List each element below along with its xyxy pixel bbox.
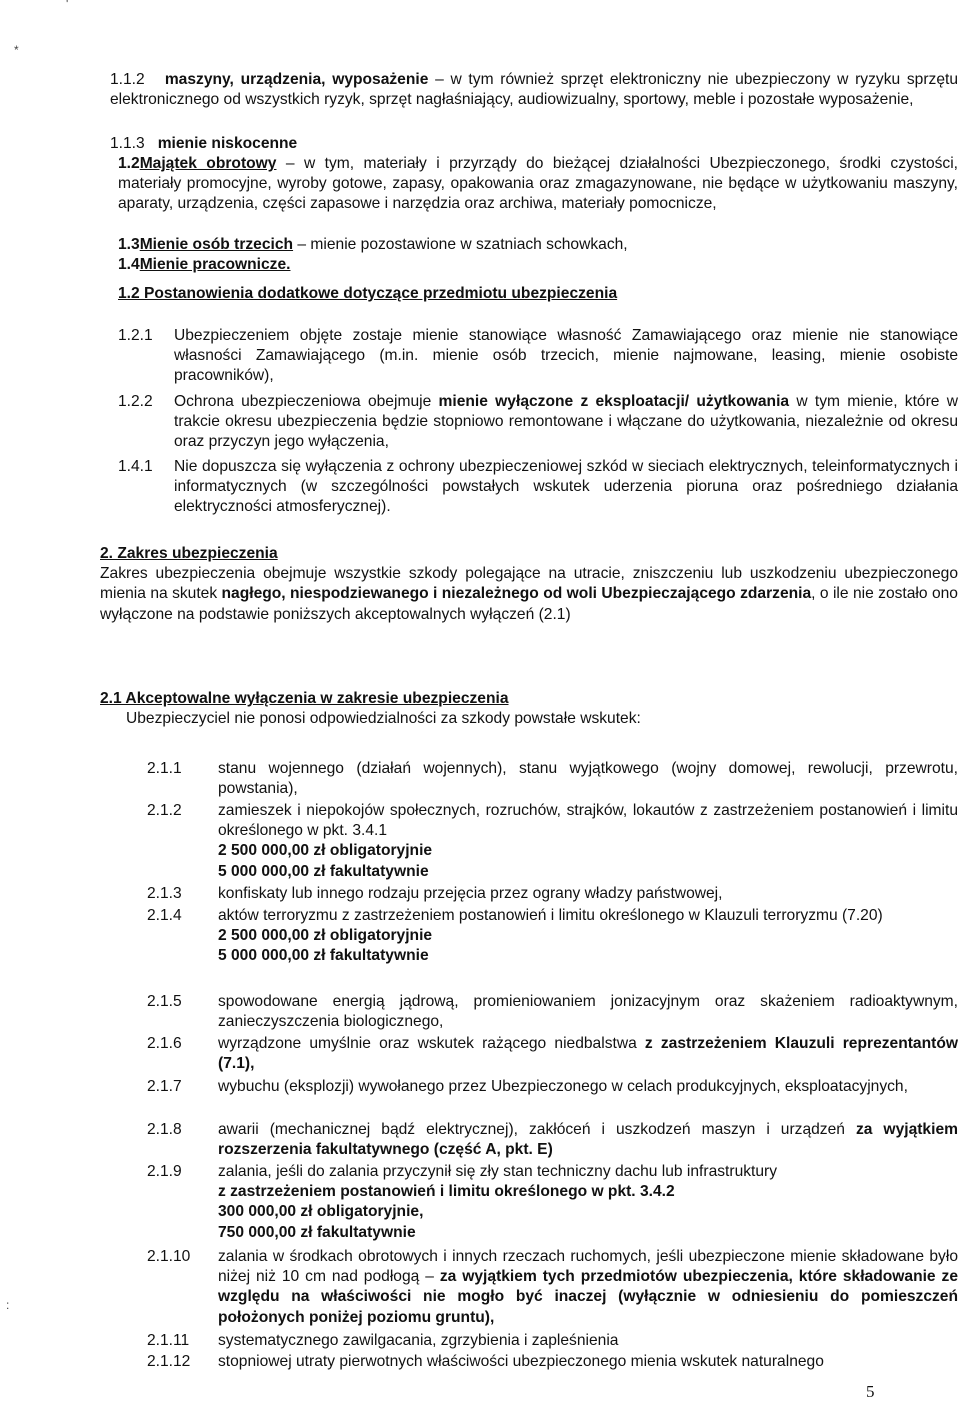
item-text: aktów terroryzmu z zastrzeżeniem postanowień i limitu określonego w Klauzuli terroryzmu (7.20) [218, 907, 883, 924]
section-1-4 [118, 255, 958, 275]
item-number: 1.2.1 [118, 327, 153, 344]
page-number: 5 [866, 1382, 875, 1401]
item-limit-optional: 5 000 000,00 zł fakultatywnie [218, 947, 429, 965]
item-number: 2.1.12 [147, 1353, 191, 1370]
item-text-cont: w tym mienie, które w trakcie okresu ubezpieczenia będzie stopniowo remontowane i włączane do użytkowania, niezależnie od okresu oraz przyczyn jego wyłączenia, [174, 393, 958, 451]
section-heading: 2. Zakres ubezpieczenia [100, 545, 278, 562]
item-text: Ochrona ubezpieczeniowa obejmuje [174, 393, 439, 410]
section-heading: 2.1 Akceptowalne wyłączenia w zakresie ubezpieczenia [100, 690, 509, 707]
section-1-1-2 [110, 70, 958, 110]
section-number: 1.1.3 [110, 135, 145, 152]
item-limit-optional: 5 000 000,00 zł fakultatywnie [218, 862, 429, 880]
item-number: 2.1.10 [147, 1248, 191, 1265]
item-limit-obligatory: 2 500 000,00 zł obligatoryjnie [218, 927, 433, 945]
section-intro: Ubezpieczyciel nie ponosi odpowiedzialności za szkody powstałe wskutek: [126, 710, 641, 728]
item-bold: mienie wyłączone z eksploatacji/ użytkowania [438, 393, 790, 410]
section-1-3 [118, 235, 958, 255]
item-text: spowodowane energią jądrową, promieniowaniem jonizacyjnym oraz skażeniem radioaktywnym, zanieczyszczenia biologicznego, [218, 993, 958, 1031]
item-text: wybuchu (eksplozji) wywołanego przez Ubezpieczonego w celach produkcyjnych, eksploatacyjnych, [218, 1078, 908, 1095]
section-heading: Mienie osób trzecich [139, 236, 294, 253]
item-text: awarii (mechanicznej bądź elektrycznej), zakłóceń i uszkodzeń maszyn i urządzeń [218, 1121, 856, 1138]
item-text: konfiskaty lub innego rodzaju przejęcia przez ograny władzy państwowej, [218, 885, 723, 902]
section-number: 1.3 [118, 236, 140, 253]
item-limit-optional: 750 000,00 zł fakultatywnie [218, 1223, 416, 1241]
section-bold: nagłego, niespodziewanego i niezależnego od woli Ubezpieczającego zdarzenia [221, 585, 812, 603]
item-2-1-3 [147, 884, 958, 904]
item-bold-clause: z zastrzeżeniem postanowień i limitu określonego w pkt. 3.4.2 [218, 1183, 675, 1201]
item-number: 2.1.8 [147, 1121, 182, 1138]
item-text: wyrządzone umyślnie oraz wskutek rażącego niedbalstwa [218, 1035, 645, 1052]
item-text: zalania, jeśli do zalania przyczynił się zły stan techniczny dachu lub infrastruktury [218, 1163, 778, 1180]
section-text: Zakres ubezpieczenia obejmuje wszystkie szkody polegające na utracie, zniszczeniu lub uszkodzeniu ubezpieczonego mienia na skutek [100, 565, 958, 603]
section-number: 1.4 [118, 256, 140, 273]
item-2-1-10 [147, 1247, 958, 1328]
section-text: – w tym również sprzęt elektroniczny nie ubezpieczony w ryzyku sprzętu elektronicznego od wszystkich ryzyk, sprzęt nagłaśniający, audiowizualny, sportowy, meble i pozostałe wyposażenie, [110, 71, 959, 109]
item-1-2-1 [118, 326, 958, 387]
item-number: 2.1.4 [147, 907, 182, 924]
item-2-1-8 [147, 1120, 958, 1160]
section-text-cont: , o ile nie zostało ono wyłączone na podstawie poniższych akceptowalnych wyłączeń (2.1) [100, 585, 958, 623]
item-bold: za wyjątkiem rozszerzenia fakultatywnego (część A, pkt. E) [218, 1121, 958, 1159]
scan-mark-bottom: : [6, 1298, 10, 1312]
section-text: – w tym, materiały i przyrządy do bieżącej działalności Ubezpieczonego, środki czystości, materiały promocyjne, wyroby gotowe, zapasy, opakowania oraz zmagazynowane, nie będące w użytkowaniu maszyny, aparaty, urządzenia, części zapasowe i narzędzia oraz archiwa, materiały pomocnicze, [118, 155, 959, 213]
scan-mark-left: * [14, 43, 19, 57]
section-heading: 1.2 Postanowienia dodatkowe dotyczące przedmiotu ubezpieczenia [118, 285, 618, 302]
item-number: 2.1.11 [147, 1332, 190, 1349]
item-text: stopniowej utraty pierwotnych właściwości ubezpieczonego mienia wskutek naturalnego [218, 1353, 824, 1370]
item-1-2-2 [118, 392, 958, 453]
item-2-1-12 [147, 1352, 958, 1372]
item-2-1-7 [147, 1077, 958, 1097]
item-text: Ubezpieczeniem objęte zostaje mienie stanowiące własność Zamawiającego oraz mienie nie stanowiące własności Zamawiającego (m.in. mienie osób trzecich, mienie najmowane, leasing, mienie osobiste pracowników), [174, 327, 958, 385]
item-bold: za wyjątkiem tych przedmiotów ubezpieczenia, które składowanie ze względu na właściwości nie mogło być inaczej (wyłącznie w odniesieniu do pomieszczeń położonych poniżej poziomu gruntu), [218, 1268, 959, 1326]
section-1-2-majatek [118, 154, 958, 215]
item-number: 2.1.1 [147, 760, 182, 777]
item-2-1-9 [147, 1162, 958, 1243]
item-2-1-11 [147, 1331, 958, 1351]
item-2-1-2 [147, 801, 958, 882]
section-2-1 [100, 689, 958, 729]
item-1-4-1 [118, 457, 958, 518]
section-number: 1.1.2 [110, 71, 145, 88]
section-heading: maszyny, urządzenia, wyposażenie [164, 71, 429, 88]
item-text: zamieszek i niepokojów społecznych, rozruchów, strajków, lokautów z zastrzeżeniem postanowień i limitu określonego w pkt. 3.4.1 [218, 802, 958, 840]
section-1-2-postanowienia [118, 284, 958, 304]
section-text: – mienie pozostawione w szatniach schowkach, [293, 236, 628, 253]
scan-mark-top: ' [66, 0, 69, 11]
item-text: stanu wojennego (działań wojennych), stanu wyjątkowego (wojny domowej, rewolucji, przewrotu, powstania), [218, 760, 958, 798]
item-number: 2.1.2 [147, 802, 182, 819]
item-2-1-1 [147, 759, 958, 799]
item-limit-obligatory: 300 000,00 zł obligatoryjnie, [218, 1203, 424, 1221]
item-limit-obligatory: 2 500 000,00 zł obligatoryjnie [218, 842, 433, 860]
item-text: systematycznego zawilgacania, zgrzybienia i zapleśnienia [218, 1332, 619, 1349]
section-2 [100, 544, 958, 625]
item-number: 2.1.7 [147, 1078, 182, 1095]
item-number: 1.2.2 [118, 393, 153, 410]
section-1-1-3 [110, 134, 958, 154]
section-heading: Mienie pracownicze. [139, 256, 291, 273]
item-2-1-5 [147, 992, 958, 1032]
item-text: Nie dopuszcza się wyłączenia z ochrony ubezpieczeniowej szkód w sieciach elektrycznych, teleinformatycznych i informatycznych (w szczególności powstałych wskutek uderzenia pioruna oraz pośredniego działania elektryczności atmosferycznej). [174, 458, 958, 516]
item-2-1-6 [147, 1034, 958, 1074]
section-number: 1.2 [118, 155, 140, 172]
item-2-1-4 [147, 906, 958, 967]
item-bold: z zastrzeżeniem Klauzuli reprezentantów (7.1), [218, 1035, 958, 1073]
item-number: 2.1.9 [147, 1163, 182, 1180]
item-number: 1.4.1 [118, 458, 153, 475]
item-number: 2.1.3 [147, 885, 182, 902]
item-text: zalania w środkach obrotowych i innych rzeczach ruchomych, jeśli ubezpieczone mienie składowane było niżej niż 10 cm nad podłogą – [218, 1248, 958, 1286]
section-heading: mienie niskocenne [157, 135, 298, 152]
item-number: 2.1.6 [147, 1035, 182, 1052]
section-heading: Majątek obrotowy [139, 155, 277, 172]
item-number: 2.1.5 [147, 993, 182, 1010]
